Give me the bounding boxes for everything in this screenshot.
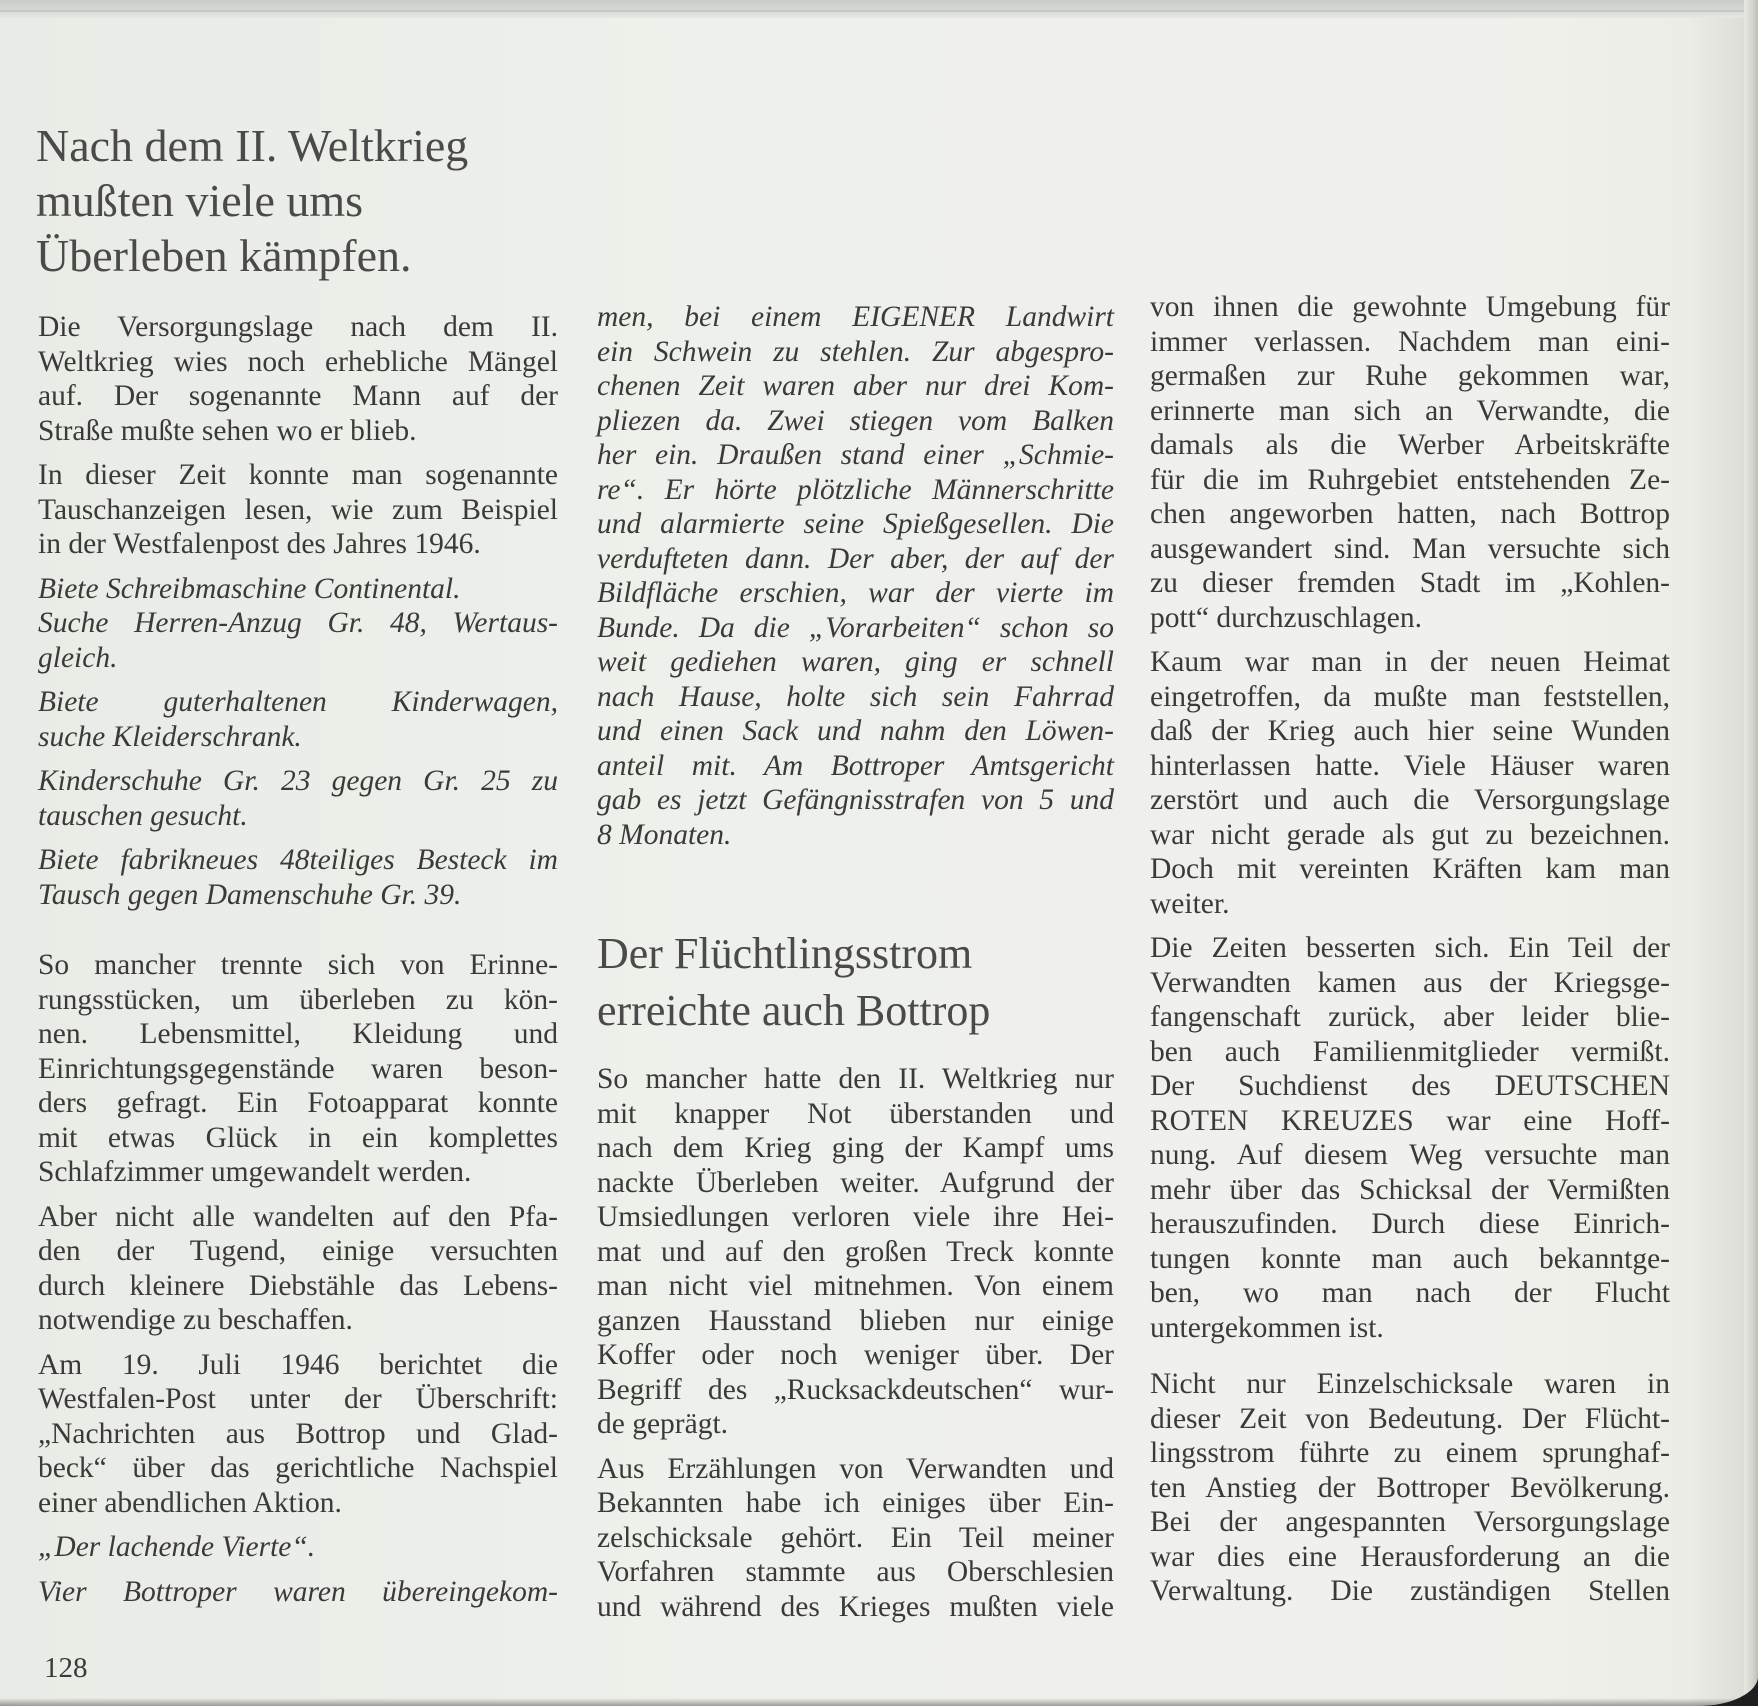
text-line: daß der Krieg auch hier seine Wunden xyxy=(1150,715,1670,747)
text-line: weit gediehen waren, ging er schnell xyxy=(597,646,1114,678)
heading-line: erreichte auch Bottrop xyxy=(597,986,991,1035)
classified-ad xyxy=(38,572,558,676)
text-line: Schlafzimmer umgewandelt werden. xyxy=(38,1156,472,1188)
paragraph xyxy=(38,458,558,562)
section-heading-postwar xyxy=(36,118,468,283)
text-line: Doch mit vereinten Kräften kam man xyxy=(1150,853,1670,885)
text-line: Biete Schreibmaschine Continental. xyxy=(38,572,461,605)
text-line: Koffer oder noch weniger über. Der xyxy=(597,1339,1114,1371)
text-column-3 xyxy=(1150,290,1670,1619)
text-line: Aber nicht alle wandelten auf den Pfa- xyxy=(38,1200,558,1233)
text-line: Bildfläche erschien, war der vierte im xyxy=(597,577,1114,609)
text-line: ganzen Hausstand blieben nur einige xyxy=(597,1304,1114,1337)
heading-line: Nach dem II. Weltkrieg xyxy=(36,120,469,171)
text-line: Vorfahren stammte aus Oberschlesien xyxy=(597,1556,1114,1588)
text-line: In dieser Zeit konnte man sogenannte xyxy=(38,459,558,491)
paragraph xyxy=(38,948,558,1190)
text-line: gleich. xyxy=(38,641,118,674)
heading-line: mußten viele ums xyxy=(36,175,364,226)
paragraph xyxy=(38,1348,558,1521)
text-line: Bekannten habe ich einiges über Ein- xyxy=(597,1487,1114,1519)
text-line: nackte Überleben weiter. Aufgrund der xyxy=(597,1166,1114,1199)
text-line: erinnerte man sich an Verwandte, die xyxy=(1150,394,1670,427)
text-line: suche Kleiderschrank. xyxy=(38,720,302,753)
text-line: den der Tugend, einige versuchten xyxy=(38,1235,558,1267)
text-line: hinterlassen hatte. Viele Häuser waren xyxy=(1150,749,1670,782)
paragraph xyxy=(597,1062,1114,1442)
text-line: Westfalen-Post unter der Überschrift: xyxy=(38,1383,558,1415)
text-line: anteil mit. Am Bottroper Amtsgericht xyxy=(597,749,1114,782)
text-line: immer verlassen. Nachdem man eini- xyxy=(1150,325,1670,358)
text-line: tungen konnte man auch bekanntge- xyxy=(1150,1242,1670,1275)
page-bottom-shadow xyxy=(0,1698,1758,1706)
text-line: lingsstrom führte zu einem sprunghaf- xyxy=(1150,1437,1670,1469)
text-line: durch kleinere Diebstähle das Lebens- xyxy=(38,1269,558,1302)
text-line: tauschen gesucht. xyxy=(38,799,248,832)
newspaper-quote xyxy=(597,300,1114,852)
text-line: re“. Er hörte plötzliche Männerschritte xyxy=(597,473,1114,506)
text-line: Tausch gegen Damenschuhe Gr. 39. xyxy=(38,878,462,911)
text-line: Nicht nur Einzelschicksale waren in xyxy=(1150,1368,1670,1400)
newspaper-headline-quote xyxy=(38,1530,558,1565)
text-line: Suche Herren-Anzug Gr. 48, Wertaus- xyxy=(38,607,558,639)
text-line: nung. Auf diesem Weg versuchte man xyxy=(1150,1139,1670,1171)
text-line: Einrichtungsgegenstände waren beson- xyxy=(38,1052,558,1085)
text-line: Begriff des „Rucksackdeutschen“ wur- xyxy=(597,1373,1114,1406)
text-line: Die Zeiten besserten sich. Ein Teil der xyxy=(1150,932,1670,964)
paragraph xyxy=(38,310,558,448)
text-line: chenen Zeit waren aber nur drei Kom- xyxy=(597,370,1114,402)
text-line: chen angeworben hatten, nach Bottrop xyxy=(1150,498,1670,530)
text-line: „Der lachende Vierte“. xyxy=(38,1531,316,1563)
text-line: untergekommen ist. xyxy=(1150,1311,1384,1344)
text-line: zelschicksale gehört. Ein Teil meiner xyxy=(597,1521,1114,1554)
page-top-edge xyxy=(0,0,1758,18)
paragraph xyxy=(1150,290,1670,635)
heading-line: Der Flüchtlingsstrom xyxy=(597,929,973,978)
classified-ad xyxy=(38,843,558,912)
text-line: Straße mußte sehen wo er blieb. xyxy=(38,414,417,447)
text-line: ten Anstieg der Bottroper Bevölkerung. xyxy=(1150,1471,1670,1504)
text-line: damals als die Werber Arbeitskräfte xyxy=(1150,429,1670,461)
text-column-1 xyxy=(38,310,558,1619)
text-line: nen. Lebensmittel, Kleidung und xyxy=(38,1018,558,1050)
text-line: einer abendlichen Aktion. xyxy=(38,1486,342,1519)
text-line: ben auch Familienmitglieder vermißt. xyxy=(1150,1035,1670,1068)
paragraph xyxy=(1150,931,1670,1345)
classified-ad xyxy=(38,764,558,833)
text-line: ausgewandert sind. Man versuchte sich xyxy=(1150,532,1670,565)
heading-line: Überleben kämpfen. xyxy=(36,230,412,281)
text-line: Umsiedlungen verloren viele ihre Hei- xyxy=(597,1201,1114,1233)
text-line: war dies eine Herausforderung an die xyxy=(1150,1540,1670,1573)
text-line: rungsstücken, um überleben zu kön- xyxy=(38,983,558,1016)
text-line: zu dieser fremden Stadt im „Kohlen- xyxy=(1150,567,1670,599)
text-line: notwendige zu beschaffen. xyxy=(38,1304,353,1336)
text-line: Am 19. Juli 1946 berichtet die xyxy=(38,1348,558,1381)
text-line: Bei der angespannten Versorgungslage xyxy=(1150,1506,1670,1538)
text-line: So mancher hatte den II. Weltkrieg nur xyxy=(597,1063,1114,1095)
text-line: Aus Erzählungen von Verwandten und xyxy=(597,1452,1114,1485)
text-line: man nicht viel mitnehmen. Von einem xyxy=(597,1270,1114,1302)
page-number: 128 xyxy=(44,1652,88,1684)
text-line: nach dem Krieg ging der Kampf ums xyxy=(597,1132,1114,1164)
paragraph xyxy=(38,1200,558,1338)
text-line: weiter. xyxy=(1150,887,1230,920)
text-line: her ein. Draußen stand einer „Schmie- xyxy=(597,439,1114,471)
text-line: ROTEN KREUZES war eine Hoff- xyxy=(1150,1104,1670,1137)
text-line: eingetroffen, da mußte man feststellen, xyxy=(1150,680,1670,713)
text-line: mit etwas Glück in ein komplettes xyxy=(38,1121,558,1154)
text-line: mat und auf den großen Treck konnte xyxy=(597,1235,1114,1268)
paragraph xyxy=(597,1452,1114,1625)
text-line: gab es jetzt Gefängnisstrafen von 5 und xyxy=(597,784,1114,816)
text-line: und alarmierte seine Spießgesellen. Die xyxy=(597,508,1114,540)
text-line: pliezen da. Zwei stiegen vom Balken xyxy=(597,404,1114,437)
text-line: Biete guterhaltenen Kinderwagen, xyxy=(38,686,558,718)
classified-ad xyxy=(38,685,558,754)
text-line: Der Suchdienst des DEUTSCHEN xyxy=(1150,1070,1670,1102)
text-line: Die Versorgungslage nach dem II. xyxy=(38,311,558,343)
text-line: de geprägt. xyxy=(597,1408,729,1440)
text-line: von ihnen die gewohnte Umgebung für xyxy=(1150,291,1670,323)
text-line: dieser Zeit von Bedeutung. Der Flücht- xyxy=(1150,1402,1670,1435)
text-line: So mancher trennte sich von Erinne- xyxy=(38,949,558,981)
text-line: Vier Bottroper waren übereingekom- xyxy=(38,1575,558,1608)
paragraph xyxy=(1150,1367,1670,1609)
text-line: herauszufinden. Durch diese Einrich- xyxy=(1150,1208,1670,1240)
text-line: Kinderschuhe Gr. 23 gegen Gr. 25 zu xyxy=(38,765,558,797)
newspaper-quote xyxy=(38,1575,558,1610)
text-line: fangenschaft zurück, aber leider blie- xyxy=(1150,1001,1670,1033)
section-heading-refugees xyxy=(597,925,990,1039)
text-line: Verwandten kamen aus der Kriegsge- xyxy=(1150,966,1670,999)
text-line: und einen Sack und nahm den Löwen- xyxy=(597,715,1114,747)
text-line: mit knapper Not überstanden und xyxy=(597,1097,1114,1130)
text-line: „Nachrichten aus Bottrop und Glad- xyxy=(38,1417,558,1450)
text-line: germaßen zur Ruhe gekommen war, xyxy=(1150,360,1670,392)
text-line: für die im Ruhrgebiet entstehenden Ze- xyxy=(1150,463,1670,496)
text-line: Weltkrieg wies noch erhebliche Mängel xyxy=(38,345,558,378)
text-line: 8 Monaten. xyxy=(597,818,732,851)
text-line: ein Schwein zu stehlen. Zur abgespro- xyxy=(597,335,1114,368)
text-line: zerstört und auch die Versorgungslage xyxy=(1150,784,1670,816)
text-line: Biete fabrikneues 48teiliges Besteck im xyxy=(38,844,558,876)
text-line: verdufteten dann. Der aber, der auf der xyxy=(597,542,1114,575)
text-line: und während des Krieges mußten viele xyxy=(597,1590,1114,1623)
text-line: Verwaltung. Die zuständigen Stellen xyxy=(1150,1575,1670,1607)
text-line: war nicht gerade als gut zu bezeichnen. xyxy=(1150,818,1670,851)
text-column-2 xyxy=(597,300,1114,862)
text-line: ders gefragt. Ein Fotoapparat konnte xyxy=(38,1087,558,1119)
text-line: Kaum war man in der neuen Heimat xyxy=(1150,646,1670,678)
text-line: beck“ über das gerichtliche Nachspiel xyxy=(38,1452,558,1484)
text-line: nach Hause, holte sich sein Fahrrad xyxy=(597,680,1114,713)
text-line: pott“ durchzuschlagen. xyxy=(1150,601,1422,634)
text-line: auf. Der sogenannte Mann auf der xyxy=(38,380,558,412)
paragraph xyxy=(1150,645,1670,921)
page-binding-edge xyxy=(1744,0,1758,1706)
text-line: ben, wo man nach der Flucht xyxy=(1150,1277,1670,1309)
text-line: Tauschanzeigen lesen, wie zum Beispiel xyxy=(38,493,558,526)
text-line: mehr über das Schicksal der Vermißten xyxy=(1150,1173,1670,1206)
text-line: Bunde. Da die „Vorarbeiten“ schon so xyxy=(597,611,1114,644)
text-line: in der Westfalenpost des Jahres 1946. xyxy=(38,528,481,560)
text-column-2-continued xyxy=(597,1062,1114,1634)
text-line: men, bei einem EIGENER Landwirt xyxy=(597,301,1114,333)
